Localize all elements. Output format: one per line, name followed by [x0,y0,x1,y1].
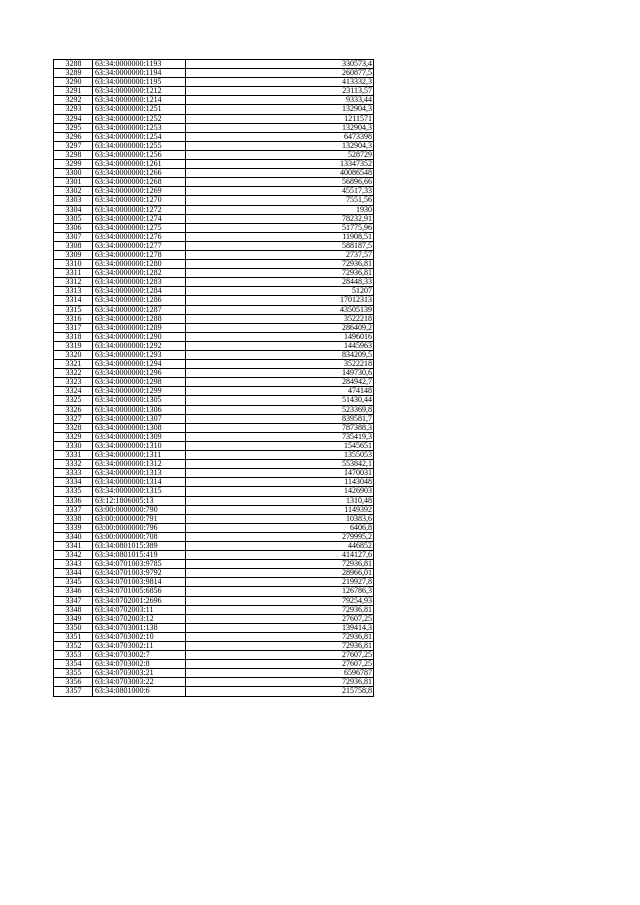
cadastral-number-cell: 63:34:0000000:1296 [93,369,186,378]
value-cell: 330573,4 [186,60,374,69]
value-cell: 132904,3 [186,123,374,132]
cadastral-number-cell: 63:00:0000000:708 [93,532,186,541]
value-cell: 787388,3 [186,423,374,432]
cadastral-number-cell: 63:34:0000000:1268 [93,178,186,187]
cadastral-number-cell: 63:34:0000000:1272 [93,205,186,214]
table-row [54,296,374,305]
row-number-cell: 3356 [54,678,93,687]
row-number-cell: 3308 [54,241,93,250]
cadastral-number-cell: 63:34:0000000:1283 [93,278,186,287]
value-cell: 13347352 [186,160,374,169]
value-cell: 1470031 [186,469,374,478]
table-row [54,123,374,132]
row-number-cell: 3326 [54,405,93,414]
value-cell: 1445963 [186,341,374,350]
cadastral-number-cell: 63:34:0000000:1284 [93,287,186,296]
row-number-cell: 3331 [54,451,93,460]
table-body [54,60,374,697]
row-number-cell: 3344 [54,569,93,578]
row-number-cell: 3330 [54,441,93,450]
row-number-cell: 3327 [54,414,93,423]
cadastral-number-cell: 63:34:0000000:1193 [93,60,186,69]
cadastral-number-cell: 63:34:0000000:1307 [93,414,186,423]
cadastral-number-cell: 63:34:0000000:1194 [93,69,186,78]
table-row [54,114,374,123]
row-number-cell: 3346 [54,587,93,596]
value-cell: 78232,91 [186,214,374,223]
row-number-cell: 3317 [54,323,93,332]
cadastral-number-cell: 63:34:0000000:1276 [93,232,186,241]
value-cell: 72936,81 [186,632,374,641]
cadastral-number-cell: 63:34:0801015:419 [93,551,186,560]
cadastral-number-cell: 63:34:0703003:22 [93,678,186,687]
row-number-cell: 3323 [54,378,93,387]
value-cell: 17012313 [186,296,374,305]
table-row [54,178,374,187]
row-number-cell: 3342 [54,551,93,560]
value-cell: 51430,44 [186,396,374,405]
row-number-cell: 3313 [54,287,93,296]
row-number-cell: 3296 [54,132,93,141]
value-cell: 474148 [186,387,374,396]
row-number-cell: 3305 [54,214,93,223]
cadastral-number-cell: 63:34:0000000:1312 [93,460,186,469]
cadastral-number-cell: 63:34:0000000:1286 [93,296,186,305]
cadastral-number-cell: 63:34:0703002:7 [93,651,186,660]
value-cell: 839581,7 [186,414,374,423]
row-number-cell: 3298 [54,150,93,159]
cadastral-number-cell: 63:34:0000000:1287 [93,305,186,314]
value-cell: 27607,25 [186,651,374,660]
value-cell: 260877,5 [186,69,374,78]
value-cell: 7551,56 [186,196,374,205]
cadastral-number-cell: 63:34:0000000:1252 [93,114,186,123]
value-cell: 446852 [186,541,374,550]
cadastral-number-cell: 63:34:0000000:1255 [93,141,186,150]
row-number-cell: 3349 [54,614,93,623]
cadastral-number-cell: 63:34:0000000:1266 [93,169,186,178]
table-row [54,432,374,441]
value-cell: 1355053 [186,451,374,460]
row-number-cell: 3322 [54,369,93,378]
value-cell: 279995,2 [186,532,374,541]
row-number-cell: 3299 [54,160,93,169]
cadastral-number-cell: 63:34:0000000:1315 [93,487,186,496]
value-cell: 149730,6 [186,369,374,378]
row-number-cell: 3316 [54,314,93,323]
cadastral-number-cell: 63:34:0000000:1275 [93,223,186,232]
table-row [54,305,374,314]
value-cell: 413332,3 [186,78,374,87]
row-number-cell: 3332 [54,460,93,469]
table-row [54,687,374,696]
value-cell: 414127,6 [186,551,374,560]
table-row [54,569,374,578]
value-cell: 1149392 [186,505,374,514]
value-cell: 72936,81 [186,269,374,278]
row-number-cell: 3306 [54,223,93,232]
table-row [54,478,374,487]
table-row [54,269,374,278]
table-row [54,614,374,623]
value-cell: 10383,6 [186,514,374,523]
cadastral-number-cell: 63:34:0000000:1293 [93,351,186,360]
value-cell: 1545651 [186,441,374,450]
value-cell: 6473398 [186,132,374,141]
table-row [54,651,374,660]
cadastral-number-cell: 63:34:0000000:1214 [93,96,186,105]
cadastral-number-cell: 63:34:0000000:1253 [93,123,186,132]
value-cell: 1930 [186,205,374,214]
cadastral-number-cell: 63:34:0000000:1282 [93,269,186,278]
cadastral-number-cell: 63:34:0000000:1256 [93,150,186,159]
table-row [54,496,374,505]
table-row [54,341,374,350]
row-number-cell: 3288 [54,60,93,69]
value-cell: 51775,96 [186,223,374,232]
cadastral-number-cell: 63:34:0701003:9785 [93,560,186,569]
table-row [54,223,374,232]
cadastral-number-cell: 63:34:0701003:9792 [93,569,186,578]
row-number-cell: 3294 [54,114,93,123]
table-row [54,523,374,532]
cadastral-number-cell: 63:34:0000000:1308 [93,423,186,432]
row-number-cell: 3328 [54,423,93,432]
row-number-cell: 3340 [54,532,93,541]
table-row [54,451,374,460]
value-cell: 28448,33 [186,278,374,287]
row-number-cell: 3353 [54,651,93,660]
table-row [54,532,374,541]
value-cell: 27607,25 [186,614,374,623]
row-number-cell: 3307 [54,232,93,241]
cadastral-number-cell: 63:00:0000000:796 [93,523,186,532]
row-number-cell: 3335 [54,487,93,496]
cadastral-number-cell: 63:34:0701005:6856 [93,587,186,596]
table-row [54,141,374,150]
table-row [54,396,374,405]
cadastral-number-cell: 63:34:0000000:1278 [93,250,186,259]
value-cell: 6406,8 [186,523,374,532]
cadastral-number-cell: 63:00:0000000:790 [93,505,186,514]
cadastral-number-cell: 63:34:0000000:1299 [93,387,186,396]
row-number-cell: 3293 [54,105,93,114]
value-cell: 132904,3 [186,141,374,150]
cadastral-number-cell: 63:34:0000000:1313 [93,469,186,478]
value-cell: 3522218 [186,360,374,369]
table-row [54,205,374,214]
cadastral-number-cell: 63:34:0000000:1314 [93,478,186,487]
cadastral-number-cell: 63:12:1806005:13 [93,496,186,505]
cadastral-number-cell: 63:34:0000000:1270 [93,196,186,205]
row-number-cell: 3290 [54,78,93,87]
table-row [54,623,374,632]
cadastral-number-cell: 63:34:0000000:1294 [93,360,186,369]
value-cell: 215758,8 [186,687,374,696]
row-number-cell: 3312 [54,278,93,287]
value-cell: 43505139 [186,305,374,314]
table-row [54,314,374,323]
row-number-cell: 3324 [54,387,93,396]
table-row [54,642,374,651]
row-number-cell: 3311 [54,269,93,278]
value-cell: 51207 [186,287,374,296]
row-number-cell: 3341 [54,541,93,550]
table-row [54,87,374,96]
cadastral-number-cell: 63:34:0000000:1280 [93,260,186,269]
row-number-cell: 3301 [54,178,93,187]
value-cell: 1143048 [186,478,374,487]
value-cell: 45517,33 [186,187,374,196]
value-cell: 523369,8 [186,405,374,414]
table-row [54,60,374,69]
table-row [54,487,374,496]
row-number-cell: 3333 [54,469,93,478]
row-number-cell: 3338 [54,514,93,523]
value-cell: 1496016 [186,332,374,341]
row-number-cell: 3302 [54,187,93,196]
cadastral-number-cell: 63:34:0000000:1311 [93,451,186,460]
cadastral-number-cell: 63:34:0702003:11 [93,605,186,614]
table-row [54,69,374,78]
row-number-cell: 3339 [54,523,93,532]
row-number-cell: 3318 [54,332,93,341]
cadastral-number-cell: 63:34:0000000:1289 [93,323,186,332]
value-cell: 219927,8 [186,578,374,587]
cadastral-number-cell: 63:34:0000000:1292 [93,341,186,350]
value-cell: 72936,81 [186,560,374,569]
value-cell: 834209,5 [186,351,374,360]
value-cell: 72936,81 [186,605,374,614]
value-cell: 286409,2 [186,323,374,332]
row-number-cell: 3291 [54,87,93,96]
value-cell: 72936,81 [186,678,374,687]
table-row [54,196,374,205]
row-number-cell: 3320 [54,351,93,360]
value-cell: 528729 [186,150,374,159]
cadastral-number-cell: 63:34:0703003:21 [93,669,186,678]
table-row [54,260,374,269]
value-cell: 28966,01 [186,569,374,578]
table-row [54,578,374,587]
cadastral-number-cell: 63:34:0702003:12 [93,614,186,623]
cadastral-number-cell: 63:34:0000000:1288 [93,314,186,323]
value-cell: 1426903 [186,487,374,496]
table-row [54,678,374,687]
row-number-cell: 3354 [54,660,93,669]
table-row [54,351,374,360]
table-row [54,378,374,387]
row-number-cell: 3329 [54,432,93,441]
table-row [54,132,374,141]
row-number-cell: 3300 [54,169,93,178]
table-row [54,241,374,250]
value-cell: 1211571 [186,114,374,123]
row-number-cell: 3304 [54,205,93,214]
cadastral-number-cell: 63:34:0703002:8 [93,660,186,669]
cadastral-number-cell: 63:34:0000000:1254 [93,132,186,141]
table-row [54,169,374,178]
table-row [54,214,374,223]
row-number-cell: 3348 [54,605,93,614]
row-number-cell: 3319 [54,341,93,350]
value-cell: 132904,3 [186,105,374,114]
value-cell: 126786,3 [186,587,374,596]
table-row [54,287,374,296]
value-cell: 23113,57 [186,87,374,96]
table-row [54,78,374,87]
value-cell: 72936,81 [186,642,374,651]
cadastral-value-table [53,59,374,697]
cadastral-number-cell: 63:34:0801015:389 [93,541,186,550]
row-number-cell: 3350 [54,623,93,632]
cadastral-number-cell: 63:34:0000000:1251 [93,105,186,114]
table-row [54,387,374,396]
cadastral-number-cell: 63:34:0701003:9814 [93,578,186,587]
row-number-cell: 3314 [54,296,93,305]
value-cell: 284942,7 [186,378,374,387]
cadastral-number-cell: 63:34:0000000:1195 [93,78,186,87]
table-row [54,150,374,159]
table-row [54,332,374,341]
value-cell: 11908,51 [186,232,374,241]
table-row [54,96,374,105]
cadastral-number-cell: 63:34:0000000:1309 [93,432,186,441]
row-number-cell: 3292 [54,96,93,105]
cadastral-number-cell: 63:34:0000000:1310 [93,441,186,450]
row-number-cell: 3355 [54,669,93,678]
table-row [54,469,374,478]
value-cell: 56896,66 [186,178,374,187]
table-row [54,596,374,605]
table-row [54,505,374,514]
row-number-cell: 3295 [54,123,93,132]
row-number-cell: 3343 [54,560,93,569]
cadastral-number-cell: 63:34:0000000:1212 [93,87,186,96]
table-row [54,560,374,569]
row-number-cell: 3347 [54,596,93,605]
cadastral-number-cell: 63:34:0000000:1261 [93,160,186,169]
table-row [54,632,374,641]
cadastral-number-cell: 63:34:0000000:1277 [93,241,186,250]
row-number-cell: 3351 [54,632,93,641]
value-cell: 27607,25 [186,660,374,669]
row-number-cell: 3334 [54,478,93,487]
cadastral-number-cell: 63:34:0000000:1298 [93,378,186,387]
row-number-cell: 3297 [54,141,93,150]
cadastral-number-cell: 63:34:0703001:138 [93,623,186,632]
row-number-cell: 3310 [54,260,93,269]
value-cell: 139414,3 [186,623,374,632]
table-row [54,605,374,614]
row-number-cell: 3345 [54,578,93,587]
cadastral-number-cell: 63:34:0702001:2696 [93,596,186,605]
row-number-cell: 3357 [54,687,93,696]
table-row [54,514,374,523]
table-row [54,105,374,114]
row-number-cell: 3321 [54,360,93,369]
cadastral-number-cell: 63:34:0703002:10 [93,632,186,641]
table-row [54,278,374,287]
row-number-cell: 3315 [54,305,93,314]
cadastral-number-cell: 63:34:0000000:1290 [93,332,186,341]
table-row [54,423,374,432]
row-number-cell: 3325 [54,396,93,405]
table-row [54,541,374,550]
value-cell: 6596787 [186,669,374,678]
table-row [54,187,374,196]
cadastral-number-cell: 63:34:0000000:1306 [93,405,186,414]
value-cell: 40086548 [186,169,374,178]
table-row [54,360,374,369]
table-row [54,587,374,596]
table-row [54,369,374,378]
table-row [54,441,374,450]
value-cell: 2737,57 [186,250,374,259]
value-cell: 1310,48 [186,496,374,505]
table-row [54,250,374,259]
cadastral-number-cell: 63:34:0000000:1274 [93,214,186,223]
cadastral-number-cell: 63:00:0000000:791 [93,514,186,523]
table-row [54,669,374,678]
cadastral-number-cell: 63:34:0801000:6 [93,687,186,696]
row-number-cell: 3336 [54,496,93,505]
table-row [54,460,374,469]
table-row [54,551,374,560]
value-cell: 72936,81 [186,260,374,269]
value-cell: 553842,1 [186,460,374,469]
value-cell: 9333,44 [186,96,374,105]
value-cell: 735419,3 [186,432,374,441]
table-row [54,160,374,169]
value-cell: 79254,93 [186,596,374,605]
table-row [54,323,374,332]
cadastral-number-cell: 63:34:0000000:1305 [93,396,186,405]
cadastral-number-cell: 63:34:0000000:1269 [93,187,186,196]
value-cell: 3522218 [186,314,374,323]
table-row [54,232,374,241]
row-number-cell: 3309 [54,250,93,259]
table-row [54,414,374,423]
row-number-cell: 3352 [54,642,93,651]
table-row [54,405,374,414]
row-number-cell: 3289 [54,69,93,78]
row-number-cell: 3303 [54,196,93,205]
cadastral-number-cell: 63:34:0703002:11 [93,642,186,651]
value-cell: 588187,5 [186,241,374,250]
row-number-cell: 3337 [54,505,93,514]
table-row [54,660,374,669]
